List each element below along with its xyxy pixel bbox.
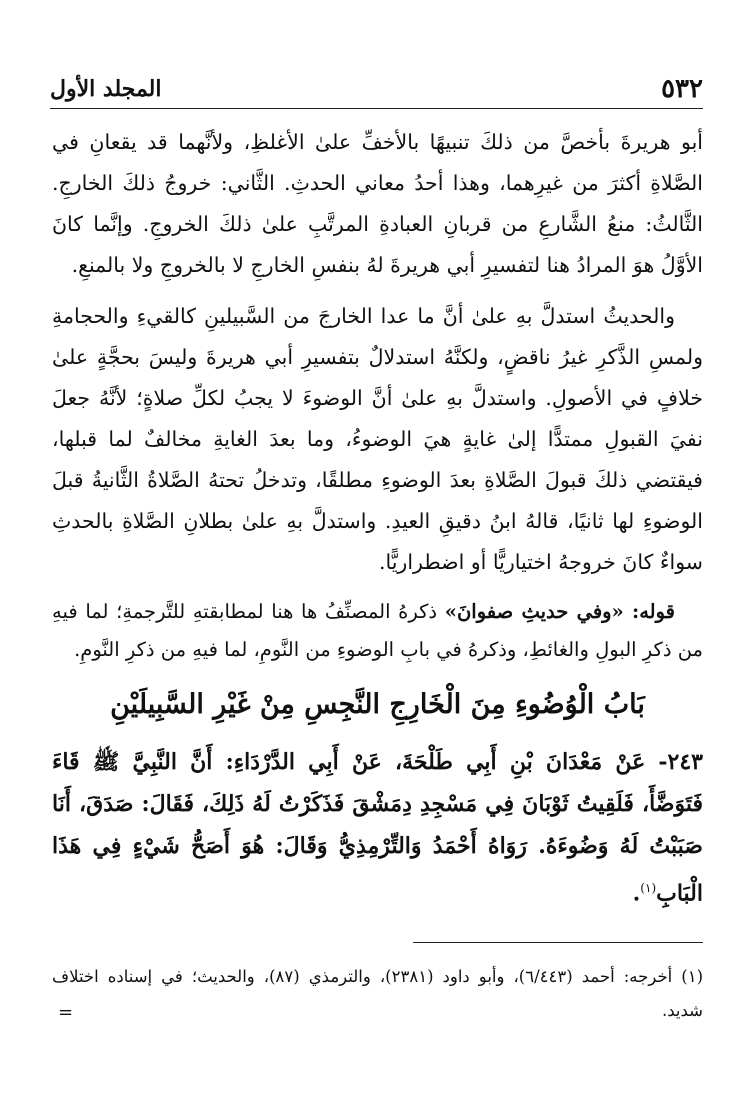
paragraph-2: والحديثُ استدلَّ بهِ علىٰ أنَّ ما عدا الخارجَ من السَّبيلينِ كالقيءِ والحجامةِ ولمسِ الذَّكرِ غيرُ ناقضٍ، ولكنَّهُ استدلالٌ بتفسيرِ أبي هريرةَ وليسَ بحجَّةٍ علىٰ خلافٍ في الأصولِ. واستدلَّ بهِ علىٰ أنَّ الوضوءَ لا يجبُ لكلِّ صلاةٍ؛ لأنَّهُ جعلَ نفيَ القبولِ ممتدًّا إلىٰ غايةٍ هيَ الوضوءُ، وما بعدَ الغايةِ مخالفٌ لما قبلها، فيقتضي ذلكَ قبولَ الصَّلاةِ بعدَ الوضوءِ مطلقًا، وتدخلُ تحتهُ الصَّلاةُ الثَّانيةُ قبلَ الوضوءِ لها ثانيًا، قالهُ ابنُ دقيقِ العيدِ. واستدلَّ بهِ علىٰ بطلانِ الصَّلاةِ بالحدثِ سواءٌ كانَ خروجهُ اختياريًّا أو اضطراريًّا.: [52, 304, 703, 574]
page-number: ٥٣٢: [661, 74, 703, 104]
hadith-text: [52, 741, 703, 914]
chapter-title: بَابُ الْوُضُوءِ مِنَ الْخَارِجِ النَّجِسِ مِنْ غَيْرِ السَّبِيلَيْنِ: [110, 689, 645, 720]
footnote-1: (١) أخرجه: أحمد (٦/٤٤٣)، وأبو داود (٢٣٨١)، والترمذي (٨٧)، والحديث؛ في إسناده اختلاف شديد.: [52, 967, 703, 1020]
main-text: [52, 122, 703, 914]
page-header: [50, 68, 703, 109]
paragraph-3-lead: قوله: «وفي حديثِ صفوانَ»: [444, 600, 675, 623]
footnotes: [52, 960, 703, 1028]
hadith-end: .: [632, 880, 641, 907]
paragraph-1: أبو هريرةَ بأخصَّ من ذلكَ تنبيهًا بالأخفِّ علىٰ الأغلظِ، ولأنَّهما قد يقعانِ في الصَّلاةِ أكثرَ من غيرِهما، وهذا أحدُ معاني الحدثِ. الثَّاني: خروجُ ذلكَ الخارجِ. الثَّالثُ: منعُ الشَّارعِ من قربانِ العبادةِ المرتَّبِ علىٰ ذلكَ الخروجِ. وإنَّما كانَ الأوَّلُ هوَ المرادُ هنا لتفسيرِ أبي هريرةَ لهُ بنفسِ الخارجِ لا بالخروجِ ولا بالمنعِ.: [52, 130, 703, 277]
hadith-number: ٢٤٣-: [658, 749, 703, 775]
paragraph-3-text: ذكرهُ المصنِّفُ ها هنا لمطابقتهِ للتَّرجمةِ؛ لما فيهِ من ذكرِ البولِ والغائطِ، وذكرهُ في بابِ الوضوءِ من النَّومِ، لما فيهِ من ذكرِ النَّومِ.: [52, 600, 703, 661]
continuation-mark: =: [58, 1002, 74, 1023]
paragraph-3: [52, 593, 703, 669]
volume-title: المجلد الأول: [50, 76, 162, 102]
hadith-body: عَنْ مَعْدَانَ بْنِ أَبِي طَلْحَةَ، عَنْ أَبِي الدَّرْدَاءِ: أَنَّ النَّبِيَّ ﷺ قَاءَ فَتَوَضَّأَ، فَلَقِيتُ ثَوْبَانَ فِي مَسْجِدِ دِمَشْقَ فَذَكَرْتُ لَهُ ذَلِكَ، فَقَالَ: صَدَقَ، أَنَا صَبَبْتُ لَهُ وَضُوءَهُ. رَوَاهُ أَحْمَدُ وَالتِّرْمِذِيُّ وَقَالَ: هُوَ أَصَحُّ شَيْءٍ فِي هَذَا الْبَابِ: [52, 749, 703, 907]
footnote-reference: (١): [640, 881, 657, 895]
footnote-divider: [413, 942, 703, 943]
